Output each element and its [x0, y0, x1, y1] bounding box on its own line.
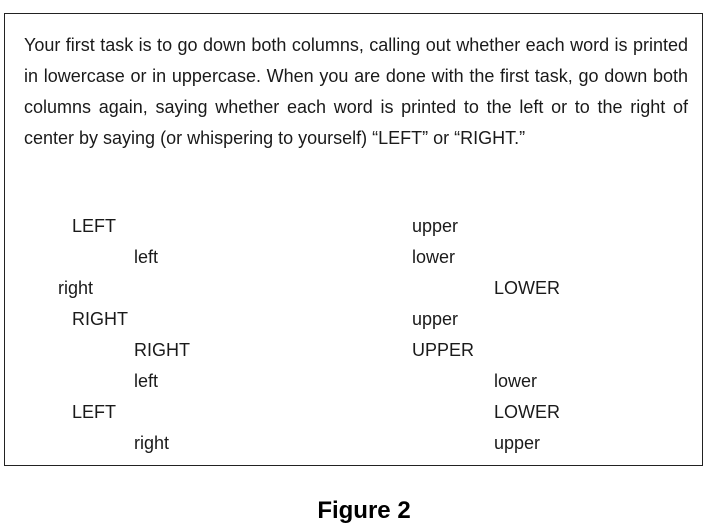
right-column-word-6: lower [494, 371, 538, 391]
left-column-word-8: right [134, 433, 170, 453]
right-column-word-4: upper [412, 309, 459, 329]
left-column-word-1: LEFT [72, 216, 117, 236]
right-column-word-3: LOWER [494, 278, 561, 298]
left-column-word-5: RIGHT [134, 340, 190, 360]
right-column-word-8: upper [494, 433, 541, 453]
left-column-word-7: LEFT [72, 402, 117, 422]
left-column-word-3: right [58, 278, 94, 298]
figure-panel [4, 13, 703, 466]
right-column-word-1: upper [412, 216, 459, 236]
right-column-word-5: UPPER [412, 340, 475, 360]
left-column-word-6: left [134, 371, 159, 391]
left-column-word-2: left [134, 247, 159, 267]
task-instructions: Your first task is to go down both columns, calling out whether each word is printed in lowercase or in uppercase. When you are done with the first task, go down both columns again, saying whether each word is printed to the left or to the right of center by saying (or whispering to yourself) “LEFT” or “RIGHT.” [24, 35, 688, 148]
right-column-word-2: lower [412, 247, 456, 267]
left-column-word-4: RIGHT [72, 309, 128, 329]
right-column-word-7: LOWER [494, 402, 561, 422]
figure-caption: Figure 2 [317, 497, 411, 524]
